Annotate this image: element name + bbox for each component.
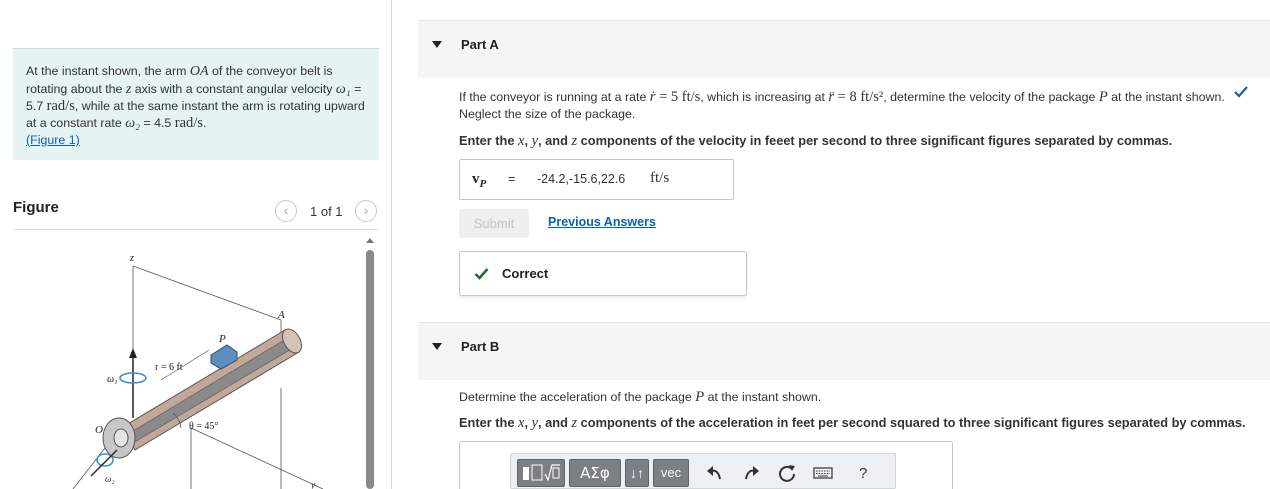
conveyor-diagram (13, 238, 363, 489)
omega1-value: = 5.7 (26, 81, 362, 113)
frame-line (133, 266, 281, 320)
omega2-value: = 4.5 (139, 115, 175, 130)
chevron-right-icon: › (363, 202, 369, 218)
y-symbol: y (531, 415, 539, 431)
question-text: at the instant shown. (704, 390, 822, 404)
arm-symbol: OA (189, 64, 209, 79)
part-b-question (459, 389, 821, 406)
reset-icon[interactable] (777, 463, 797, 483)
help-button[interactable]: ? (859, 465, 868, 482)
figure-title: Figure (13, 199, 59, 216)
rdot-value: = 5 ft/s (655, 89, 701, 105)
instruction-text: , (524, 415, 532, 430)
previous-figure-button[interactable] (275, 200, 297, 222)
scroll-up-icon[interactable] (366, 238, 374, 243)
template-button[interactable] (517, 459, 565, 487)
questions-pane (418, 0, 1270, 489)
figure-link[interactable]: (Figure 1) (26, 133, 80, 147)
instruction-text: , and (538, 415, 572, 430)
instruction-text: Enter the (459, 133, 519, 148)
problem-text: , while at the same instant the arm is rotating upward at a constant rate (26, 99, 365, 130)
part-a-header[interactable] (418, 20, 1270, 78)
math-toolbar (510, 453, 896, 489)
figure-header (13, 198, 379, 230)
templates-icon (518, 460, 564, 486)
question-text: , which is increasing at (700, 90, 829, 104)
axis-symbol: z (125, 81, 132, 97)
part-b-answer-field[interactable] (459, 441, 953, 489)
part-a-answer-field[interactable] (459, 159, 734, 200)
collapse-triangle-icon[interactable] (432, 343, 442, 350)
answer-unit: ft/s (650, 170, 670, 186)
part-a-question (459, 89, 1264, 123)
question-text: , determine the velocity of the package (883, 90, 1099, 104)
instruction-text: Enter the (459, 415, 519, 430)
instruction-text: components of the acceleration in feet per second squared to three significant figures separated by commas. (577, 415, 1246, 430)
answer-label-sub: P (479, 178, 487, 190)
label-r: r = 6 ft (155, 362, 183, 373)
keyboard-icon[interactable] (813, 463, 833, 483)
x-symbol: x (518, 133, 525, 149)
omega2-symbol: ω₂ (125, 115, 140, 131)
undo-icon[interactable] (705, 463, 725, 483)
scroll-thumb[interactable] (366, 250, 374, 489)
next-figure-button[interactable] (355, 200, 377, 222)
rddot-value: = 8 ft/s² (834, 89, 884, 105)
z-symbol: z (571, 415, 578, 431)
omega1-symbol: ω₁ (335, 81, 351, 97)
z-symbol: z (571, 133, 578, 149)
check-icon (474, 266, 489, 281)
problem-text: At the instant shown, the arm (26, 64, 190, 78)
arrowhead (129, 348, 137, 358)
pivot-pin (114, 429, 128, 447)
redo-icon[interactable] (741, 463, 761, 483)
label-z: z (130, 253, 134, 264)
label-y: y (311, 480, 315, 489)
answer-label-v: v (472, 171, 480, 187)
instruction-text: , (524, 133, 532, 148)
part-b-instructions (459, 415, 1246, 432)
symbols-button[interactable]: ΑΣφ (569, 459, 621, 487)
answer-label (472, 171, 486, 190)
subscript-superscript-button[interactable]: ↓↑ (625, 459, 649, 487)
x-symbol: x (518, 415, 525, 431)
omega2-unit: rad/s (174, 114, 203, 131)
part-a-instructions (459, 133, 1172, 150)
vector-button[interactable]: vec (653, 459, 689, 487)
part-b-title: Part B (461, 339, 500, 354)
collapse-triangle-icon[interactable] (432, 41, 442, 48)
label-omega1: ω₁ (107, 374, 118, 385)
label-theta: θ = 45° (189, 421, 219, 432)
question-text: at the instant shown. Neglect the size of the package. (459, 90, 1225, 121)
y-axis-line (191, 428, 323, 489)
y-symbol: y (531, 133, 539, 149)
feedback-box (459, 251, 747, 296)
figure-image (13, 238, 363, 489)
problem-pane (0, 0, 392, 489)
chevron-left-icon: ‹ (283, 202, 289, 218)
label-omega2: ω₂ (105, 474, 115, 484)
answer-value: -24.2,-15.6,22.6 (537, 172, 626, 186)
label-a: A (278, 309, 285, 321)
omega1-unit: rad/s (46, 98, 75, 114)
package-symbol: P (695, 389, 705, 405)
x-axis-line (73, 448, 105, 489)
submit-button[interactable]: Submit (459, 209, 529, 238)
instruction-text: components of the velocity in feeet per second to three significant figures separated by commas. (577, 133, 1173, 148)
question-text: If the conveyor is running at a rate (459, 90, 650, 104)
problem-statement (13, 48, 379, 160)
answer-equals: = (508, 172, 516, 186)
previous-answers-link[interactable]: Previous Answers (548, 215, 656, 229)
question-text: Determine the acceleration of the package (459, 390, 696, 404)
problem-text: of the conveyor belt is rotating about the (26, 64, 333, 96)
label-o: O (95, 424, 103, 436)
instruction-text: , and (538, 133, 572, 148)
feedback-label: Correct (502, 266, 549, 281)
part-b-header[interactable] (418, 322, 1270, 380)
rdot-symbol: ṙ (649, 89, 656, 105)
figure-counter: 1 of 1 (310, 204, 343, 219)
rddot-symbol: r̈ (828, 89, 835, 105)
package-symbol: P (1098, 89, 1108, 105)
label-p: P (219, 333, 226, 345)
figure-scrollbar[interactable] (366, 238, 374, 489)
problem-text: . (202, 115, 207, 130)
problem-text: axis with a constant angular velocity (131, 81, 336, 96)
part-a-title: Part A (461, 37, 499, 52)
